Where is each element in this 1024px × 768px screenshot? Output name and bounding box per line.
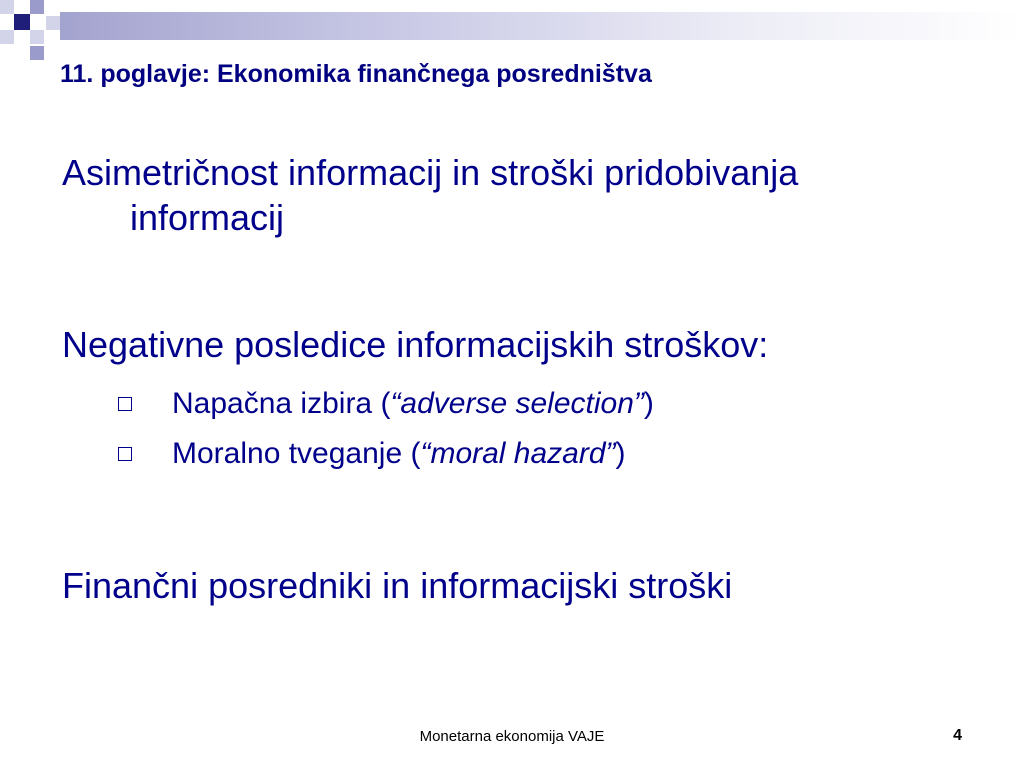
sub-bullet-adverse-selection xyxy=(62,379,962,429)
sub-bullet-prefix: Napačna izbira ( xyxy=(172,387,391,420)
decor-square-6 xyxy=(0,30,14,44)
bullet-asymmetric-information: Asimetričnost informacij in stroški pridobivanja informacij xyxy=(62,152,799,238)
slide-number: 4 xyxy=(953,727,962,744)
bullet-financial-intermediaries: Finančni posredniki in informacijski stroški xyxy=(62,565,733,606)
bullet-negative-consequences: Negativne posledice informacijskih stroškov: xyxy=(62,324,769,365)
sub-bullet-suffix: ) xyxy=(615,437,626,470)
decor-square-3 xyxy=(30,0,44,14)
sub-bullet-italic: “adverse selection” xyxy=(390,387,644,420)
footer-course-name: Monetarna ekonomija VAJE xyxy=(419,728,605,745)
sub-bullet-list xyxy=(62,379,962,479)
decor-square-4 xyxy=(30,30,44,44)
sub-bullet-prefix: Moralno tveganje ( xyxy=(172,437,421,470)
decor-square-7 xyxy=(30,46,44,60)
decor-square-5 xyxy=(46,16,60,30)
slide-content xyxy=(62,150,962,608)
slide-title: 11. poglavje: Ekonomika finančnega posredništva xyxy=(60,60,652,88)
hollow-square-icon xyxy=(118,397,132,411)
decor-square-2 xyxy=(14,14,30,30)
sub-bullet-moral-hazard xyxy=(62,429,962,479)
header-gradient-bar xyxy=(60,12,1024,40)
sub-bullet-suffix: ) xyxy=(643,387,654,420)
hollow-square-icon xyxy=(118,447,132,461)
decor-square-1 xyxy=(0,0,14,14)
sub-bullet-italic: “moral hazard” xyxy=(420,437,616,470)
